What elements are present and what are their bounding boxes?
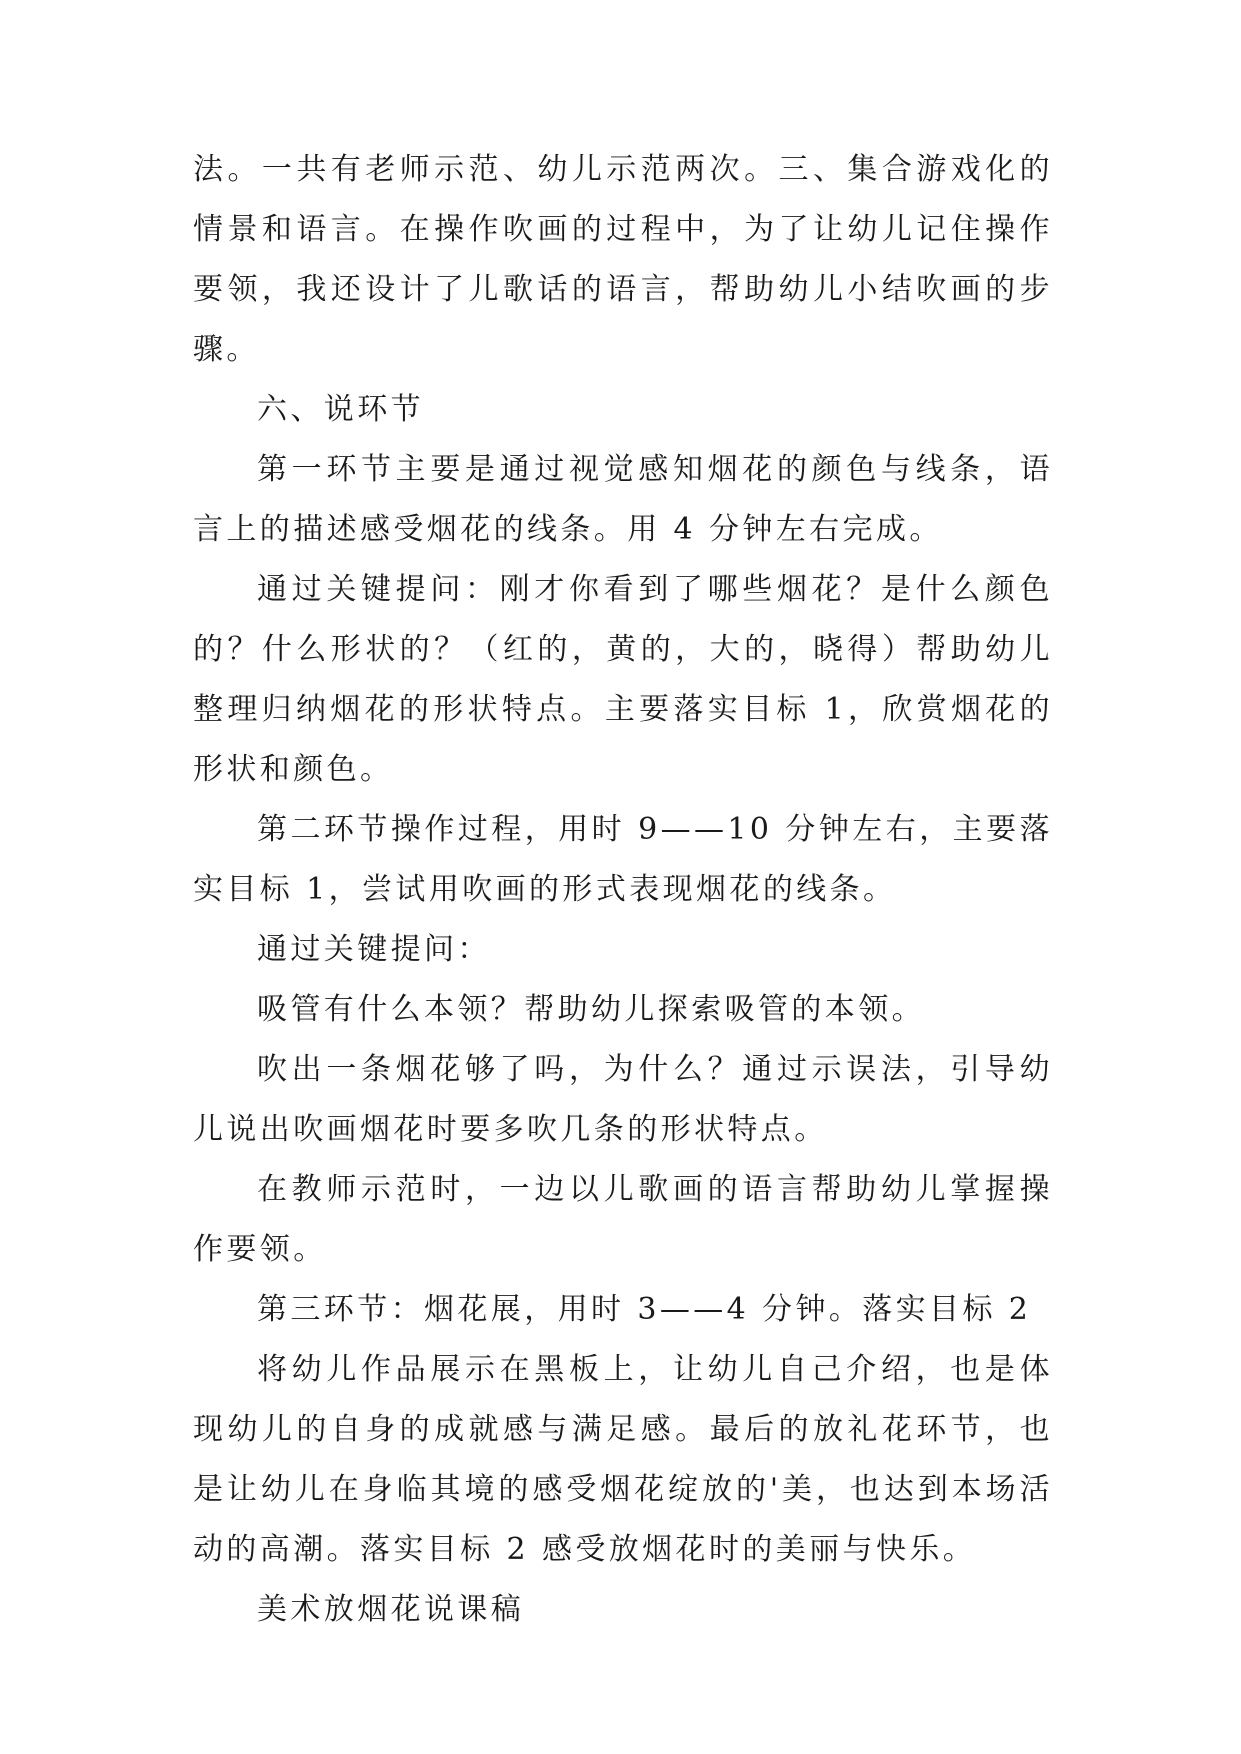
document-page [193, 140, 1053, 1640]
paragraph-methods-continued: 法。一共有老师示范、幼儿示范两次。三、集合游戏化的情景和语言。在操作吹画的过程中，为了让幼儿记住操作要领，我还设计了儿歌话的语言，帮助幼儿小结吹画的步骤。 [193, 152, 1053, 367]
paragraph-closing-title: 美术放烟花说课稿 [257, 1592, 525, 1627]
paragraph-key-questions-one: 通过关键提问：刚才你看到了哪些烟花？是什么颜色的？什么形状的？（红的，黄的，大的，晓得）帮助幼儿整理归纳烟花的形状特点。主要落实目标 1，欣赏烟花的形状和颜色。 [193, 572, 1053, 787]
paragraph-straw-question: 吸管有什么本领？帮助幼儿探索吸管的本领。 [257, 992, 925, 1027]
paragraph-link-three: 第三环节：烟花展，用时 3——4 分钟。落实目标 2 [257, 1292, 1032, 1327]
paragraph-exhibition: 将幼儿作品展示在黑板上，让幼儿自己介绍，也是体现幼儿的自身的成就感与满足感。最后的放礼花环节，也是让幼儿在身临其境的感受烟花绽放的'美，也达到本场活动的高潮。落实目标 2 感受放烟花时的美丽与快乐。 [193, 1352, 1053, 1567]
section-heading-links: 六、说环节 [257, 392, 424, 427]
paragraph-link-one: 第一环节主要是通过视觉感知烟花的颜色与线条，语言上的描述感受烟花的线条。用 4 分钟左右完成。 [193, 452, 1053, 547]
paragraph-blow-question: 吹出一条烟花够了吗，为什么？通过示误法，引导幼儿说出吹画烟花时要多吹几条的形状特点。 [193, 1052, 1053, 1147]
paragraph-key-questions-label: 通过关键提问： [257, 932, 491, 967]
paragraph-teacher-demo: 在教师示范时，一边以儿歌画的语言帮助幼儿掌握操作要领。 [193, 1172, 1053, 1267]
paragraph-link-two: 第二环节操作过程，用时 9——10 分钟左右，主要落实目标 1，尝试用吹画的形式表现烟花的线条。 [193, 812, 1053, 907]
